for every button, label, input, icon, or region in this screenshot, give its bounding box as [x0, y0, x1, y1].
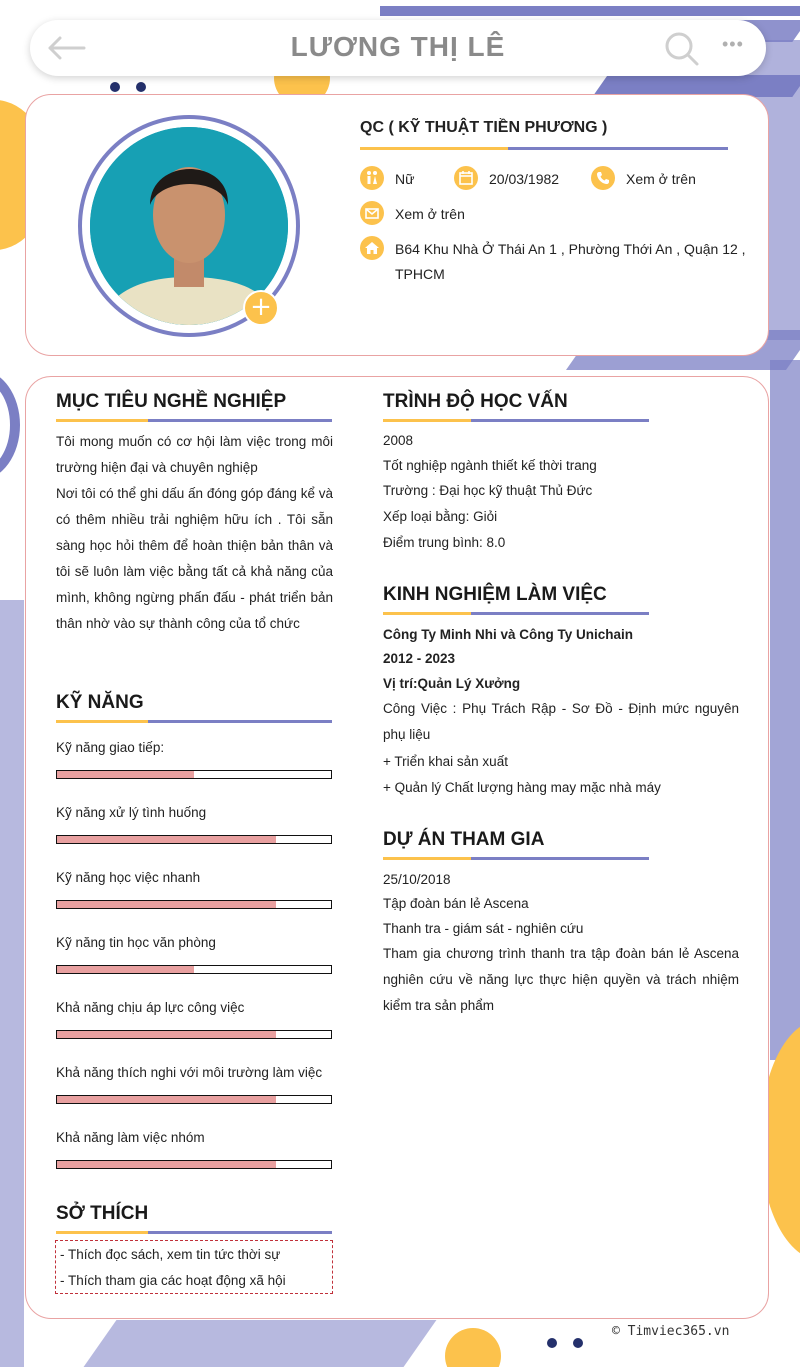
education-title: TRÌNH ĐỘ HỌC VẤN — [383, 391, 568, 412]
education-school: Trường : Đại học kỹ thuật Thủ Đức — [383, 483, 593, 498]
top-bar — [30, 20, 766, 76]
birthdate-value: 20/03/1982 — [489, 171, 560, 187]
section-underline — [56, 1231, 148, 1234]
footer-brand: © Timviec365.vn — [612, 1324, 730, 1339]
section-underline — [383, 419, 471, 422]
job-position: QC ( KỸ THUẬT TIỀN PHƯƠNG ) — [360, 119, 608, 136]
skill-bar — [56, 1030, 332, 1039]
experience-duty: Công Việc : Phụ Trách Rập - Sơ Đồ - Định mức nguyên phụ liệu — [383, 701, 739, 742]
skill-label: Kỹ năng giao tiếp: — [56, 740, 165, 755]
skill-bar — [56, 1095, 332, 1104]
email-icon — [360, 201, 384, 225]
objective-paragraph-2: Nơi tôi có thể ghi dấu ấn đóng góp đáng kể và có thêm nhiều trải nghiệm hữu ích . Tôi sẵn sàng học hỏi thêm để hoàn thiện bản thân và tôi sẽ luôn làm việc bằng tất cả khả năng của mình, không ngừng phấn đấu - phát triển bản thân nhờ vào sự thành công của tổ chức — [56, 486, 333, 631]
project-org: Tập đoàn bán lẻ Ascena — [383, 896, 529, 911]
section-underline — [471, 857, 649, 860]
position-underline — [508, 147, 728, 150]
address-line-2: TPHCM — [395, 266, 445, 282]
education-gpa: Điểm trung bình: 8.0 — [383, 535, 506, 550]
skill-bar — [56, 770, 332, 779]
hobbies-list — [55, 1240, 333, 1294]
hobby-item: - Thích đọc sách, xem tin tức thời sự — [60, 1247, 281, 1262]
skill-label: Kỹ năng tin học văn phòng — [56, 935, 216, 950]
section-underline — [148, 1231, 332, 1234]
objective-title: MỤC TIÊU NGHỀ NGHIỆP — [56, 391, 287, 412]
experience-title: KINH NGHIỆM LÀM VIỆC — [383, 584, 607, 605]
skill-bar-fill — [57, 1096, 276, 1103]
phone-icon — [591, 166, 615, 190]
experience-company: Công Ty Minh Nhi và Công Ty Unichain — [383, 627, 633, 642]
experience-period: 2012 - 2023 — [383, 651, 456, 666]
skill-bar-fill — [57, 901, 276, 908]
skill-bar-fill — [57, 1031, 276, 1038]
skill-bar-fill — [57, 771, 194, 778]
section-underline — [383, 612, 471, 615]
skill-label: Khả năng làm việc nhóm — [56, 1130, 205, 1145]
phone-value: Xem ở trên — [626, 171, 696, 187]
skill-label: Kỹ năng học việc nhanh — [56, 870, 201, 885]
objective-paragraph-1: Tôi mong muốn có cơ hội làm việc trong môi trường hiện đại và chuyên nghiệp — [56, 434, 333, 475]
calendar-icon — [454, 166, 478, 190]
skill-bar — [56, 835, 332, 844]
section-underline — [471, 612, 649, 615]
more-options-icon[interactable]: ••• — [722, 34, 744, 54]
skill-bar — [56, 900, 332, 909]
skill-label: Khả năng chịu áp lực công việc — [56, 1000, 245, 1015]
section-underline — [56, 720, 148, 723]
skill-bar-fill — [57, 1161, 276, 1168]
project-description: Tham gia chương trình thanh tra tập đoàn bán lẻ Ascena nghiên cứu về năng lực thực hiện quyền và trách nhiệm kiểm tra sản phẩm — [383, 946, 739, 1013]
skills-title: KỸ NĂNG — [56, 692, 144, 713]
email-value: Xem ở trên — [395, 206, 465, 222]
section-underline — [383, 857, 471, 860]
candidate-name: LƯƠNG THỊ LÊ — [290, 31, 506, 62]
section-underline — [56, 419, 148, 422]
gender-icon — [360, 166, 384, 190]
section-underline — [148, 720, 332, 723]
skill-label: Kỹ năng xử lý tình huống — [56, 805, 207, 820]
home-icon — [360, 236, 384, 260]
search-icon[interactable] — [664, 31, 700, 67]
skill-bar — [56, 1160, 332, 1169]
education-major: Tốt nghiệp ngành thiết kế thời trang — [383, 458, 597, 473]
hobby-item: - Thích tham gia các hoạt động xã hội — [60, 1273, 286, 1288]
section-underline — [471, 419, 649, 422]
experience-role: Vị trí:Quản Lý Xưởng — [383, 676, 521, 691]
position-underline — [360, 147, 508, 150]
experience-task: + Triển khai sản xuất — [383, 754, 508, 769]
gender-value: Nữ — [395, 171, 415, 187]
address-line-1: B64 Khu Nhà Ở Thái An 1 , Phường Thới An , Quận 12 , — [395, 241, 746, 257]
project-date: 25/10/2018 — [383, 872, 451, 887]
section-underline — [148, 419, 332, 422]
skill-label: Khả năng thích nghi với môi trường làm việc — [56, 1065, 323, 1080]
skill-bar-fill — [57, 836, 276, 843]
projects-title: DỰ ÁN THAM GIA — [383, 829, 545, 850]
project-role: Thanh tra - giám sát - nghiên cứu — [383, 921, 584, 936]
education-rank: Xếp loại bằng: Giỏi — [383, 509, 498, 524]
skill-bar-fill — [57, 966, 194, 973]
experience-task: + Quản lý Chất lượng hàng may mặc nhà máy — [383, 780, 661, 795]
hobbies-title: SỞ THÍCH — [56, 1203, 149, 1224]
skill-bar — [56, 965, 332, 974]
add-photo-button[interactable]: + — [243, 290, 279, 326]
education-year: 2008 — [383, 433, 414, 448]
